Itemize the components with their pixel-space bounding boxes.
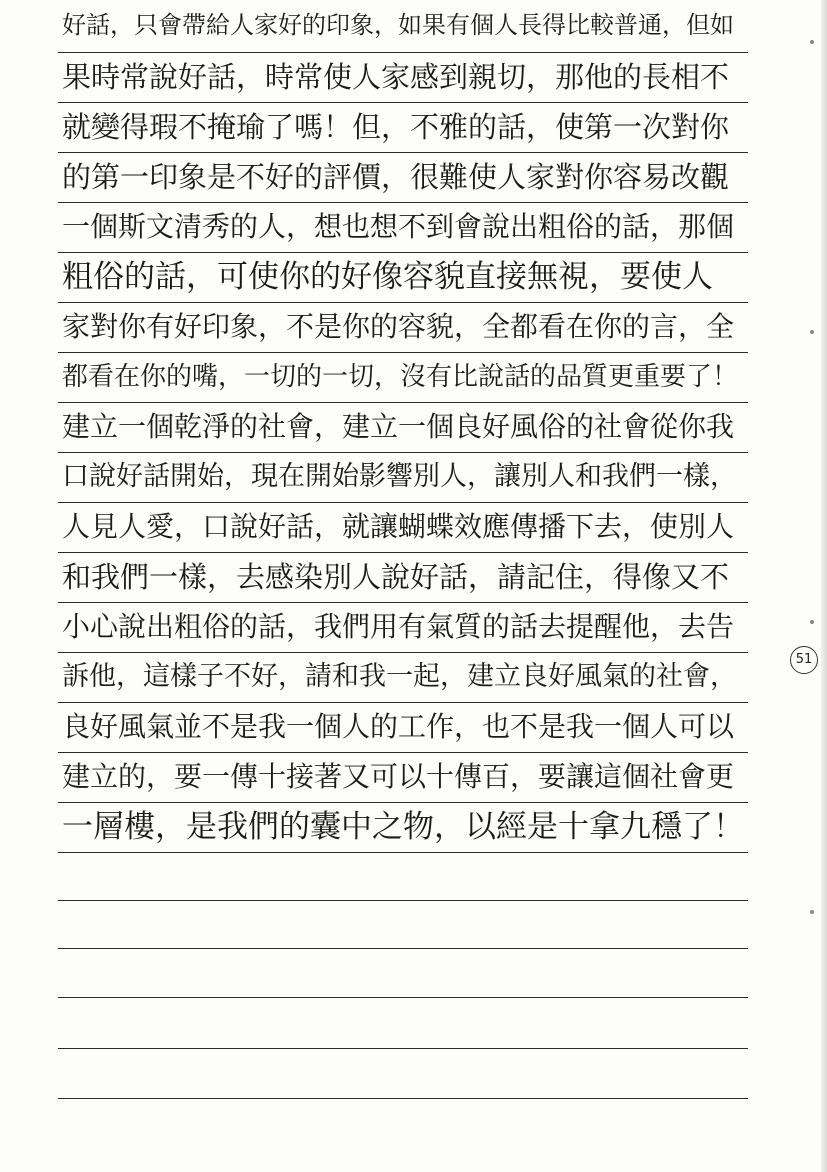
rule-line	[58, 502, 748, 503]
rule-line	[58, 652, 748, 653]
rule-line	[58, 102, 748, 103]
essay-line: 口說好話開始，現在開始影響別人，讓別人和我們一樣，	[62, 461, 737, 492]
essay-line: 建立一個乾淨的社會，建立一個良好風俗的社會從你我	[62, 410, 735, 443]
essay-line: 就變得瑕不掩瑜了嗎！但，不雅的話，使第一次對你	[62, 110, 730, 144]
rule-line	[58, 948, 748, 949]
rule-line	[58, 1098, 748, 1099]
rule-line	[58, 752, 748, 753]
rule-line	[58, 202, 748, 203]
rule-line	[58, 352, 748, 353]
binder-holes	[810, 0, 820, 1172]
rule-line	[58, 702, 748, 703]
essay-line	[62, 854, 748, 900]
essay-line: 的第一印象是不好的評價，很難使人家對你容易改觀	[62, 160, 730, 194]
essay-line	[62, 950, 748, 996]
rule-line	[58, 552, 748, 553]
essay-line: 一個斯文清秀的人，想也想不到會說出粗俗的話，那個	[62, 210, 735, 243]
essay-line: 家對你有好印象，不是你的容貌，全都看在你的言，全	[62, 310, 735, 343]
binder-dot	[810, 40, 814, 44]
rule-line	[58, 802, 748, 803]
binder-dot	[810, 330, 814, 334]
rule-line	[58, 852, 748, 853]
scan-edge	[821, 0, 827, 1172]
essay-line: 一層樓，是我們的囊中之物，以經是十拿九穩了！	[62, 809, 744, 845]
essay-line: 人見人愛，口說好話，就讓蝴蝶效應傳播下去，使別人	[62, 510, 735, 543]
rule-line	[58, 152, 748, 153]
rule-line	[58, 252, 748, 253]
rule-line	[58, 52, 748, 53]
essay-line: 良好風氣並不是我一個人的工作，也不是我一個人可以	[62, 710, 735, 743]
essay-line	[62, 999, 748, 1045]
rule-line	[58, 997, 748, 998]
essay-line: 小心說出粗俗的話，我們用有氣質的話去提醒他，去告	[62, 610, 735, 643]
rule-line	[58, 602, 748, 603]
essay-line	[62, 1050, 748, 1096]
essay-line: 粗俗的話，可使你的好像容貌直接無視，要使人	[62, 259, 713, 295]
ruled-lines	[58, 0, 748, 1172]
page-number-circle: 51	[790, 646, 818, 674]
rule-line	[58, 302, 748, 303]
binder-dot	[810, 910, 814, 914]
rule-line	[58, 900, 748, 901]
rule-line	[58, 452, 748, 453]
essay-line: 好話，只會帶給人家好的印象，如果有個人長得比較普通，但如	[62, 11, 734, 39]
rule-line	[58, 402, 748, 403]
essay-line: 訴他，這樣子不好，請和我一起，建立良好風氣的社會，	[62, 661, 737, 692]
essay-line: 和我們一樣，去感染別人說好話，請記住，得像又不	[62, 560, 730, 594]
rule-line	[58, 1048, 748, 1049]
binder-dot	[810, 620, 814, 624]
essay-line: 都看在你的嘴，一切的一切，沒有比說話的品質更重要了！	[62, 362, 739, 392]
essay-line	[62, 902, 748, 948]
essay-line: 建立的，要一傳十接著又可以十傳百，要讓這個社會更	[62, 760, 735, 793]
essay-line: 果時常說好話，時常使人家感到親切，那他的長相不	[62, 60, 730, 94]
